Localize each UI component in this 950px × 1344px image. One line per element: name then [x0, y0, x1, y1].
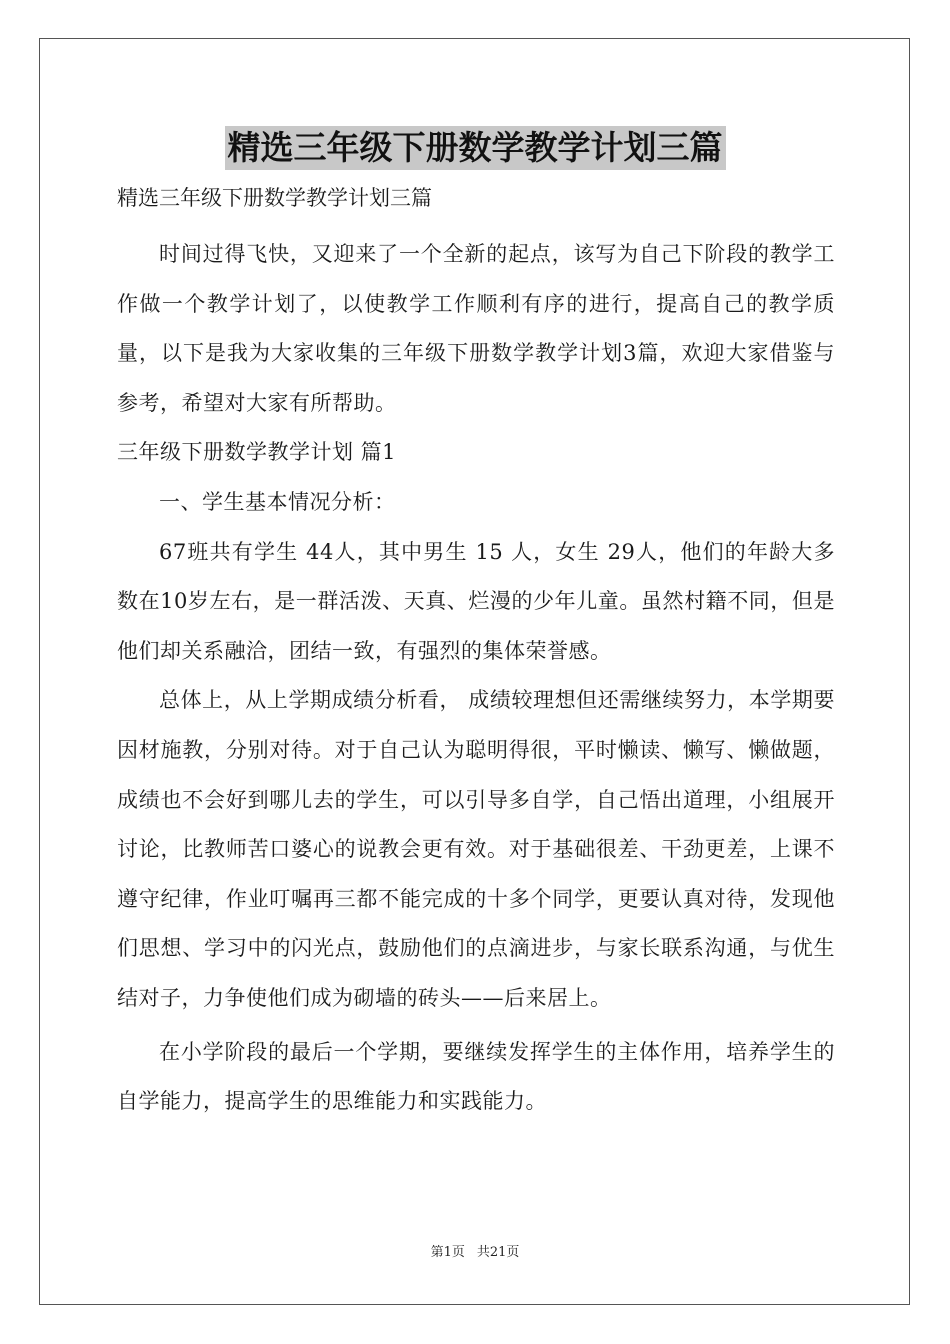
- paragraph-overall-analysis: 总体上，从上学期成绩分析看， 成绩较理想但还需继续努力，本学期要因材施教，分别对待。对于自己认为聪明得很，平时懒读、懒写、懒做题，成绩也不会好到哪儿去的学生，可以引导多自学，自己悟出道理，小组展开讨论，比教师苦口婆心的说教会更有效。对于基础很差、干劲更差，上课不遵守纪律，作业叮嘱再三都不能完成的十多个同学，更要认真对待，发现他们思想、学习中的闪光点，鼓励他们的点滴进步，与家长联系沟通，与优生结对子，力争使他们成为砌墙的砖头——后来居上。: [117, 688, 835, 1010]
- document-body: [117, 178, 835, 1127]
- document-title: 精选三年级下册数学教学计划三篇: [225, 126, 726, 170]
- paragraph-last-semester: 在小学阶段的最后一个学期，要继续发挥学生的主体作用，培养学生的自学能力，提高学生的思维能力和实践能力。: [117, 1039, 835, 1114]
- page-footer: [0, 1243, 950, 1263]
- section-heading: 三年级下册数学教学计划 篇1: [117, 440, 397, 465]
- intro-paragraph: 时间过得飞快，又迎来了一个全新的起点，该写为自己下阶段的教学工作做一个教学计划了，以使教学工作顺利有序的进行，提高自己的教学质量，以下是我为大家收集的三年级下册数学教学计划3篇，欢迎大家借鉴与参考，希望对大家有所帮助。: [117, 242, 835, 415]
- page-total: 共21页: [476, 1245, 520, 1260]
- paragraph-student-count: 67班共有学生 44人，其中男生 15 人，女生 29人，他们的年龄大多数在10岁左右，是一群活泼、天真、烂漫的少年儿童。虽然村籍不同，但是他们却关系融洽，团结一致，有强烈的集体荣誉感。: [117, 539, 835, 663]
- title-container: [0, 126, 950, 170]
- page-number: 第1页: [430, 1245, 465, 1260]
- section-subheading: 一、学生基本情况分析：: [159, 489, 396, 514]
- document-subtitle: 精选三年级下册数学教学计划三篇: [117, 186, 432, 210]
